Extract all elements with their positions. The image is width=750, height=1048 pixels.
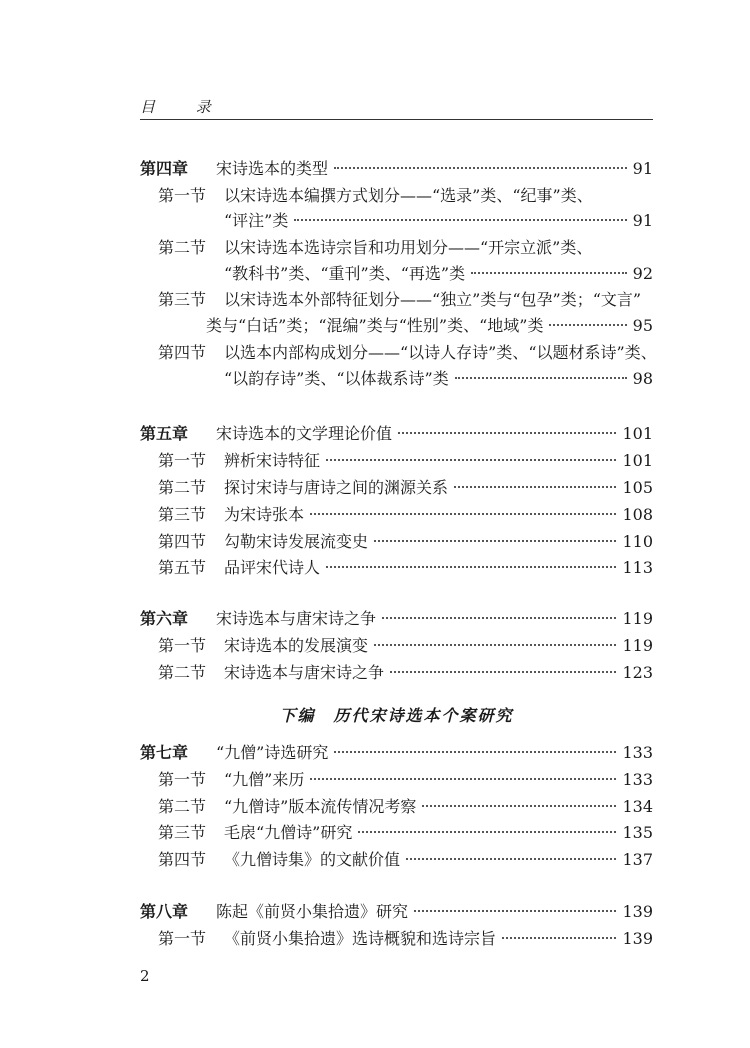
leader-dots (310, 777, 616, 780)
toc-chapter (140, 421, 653, 447)
section-label: 第五节 (158, 558, 207, 577)
page-ref: 98 (632, 369, 653, 388)
section-title: 品评宋代诗人 (224, 558, 321, 577)
page-number: 2 (140, 967, 150, 985)
leader-dots (294, 218, 626, 221)
leader-dots (502, 936, 616, 939)
toc-chapter (140, 156, 653, 182)
leader-dots (374, 539, 616, 542)
section-label: 第四节 (158, 850, 207, 869)
section-title: 勾勒宋诗发展流变史 (224, 532, 369, 551)
chapter-label: 第六章 (140, 609, 189, 628)
section-label: 第三节 (158, 290, 207, 309)
leader-dots (326, 458, 616, 461)
page-ref: 123 (622, 663, 653, 682)
section-label: 第一节 (158, 186, 207, 205)
leader-dots (358, 830, 616, 833)
leader-dots (334, 166, 627, 169)
section-title: 宋诗选本与唐宋诗之争 (224, 663, 385, 682)
leader-dots (326, 565, 616, 568)
section-title: 《九僧诗集》的文献价值 (224, 850, 401, 869)
toc-section-continued (140, 366, 653, 392)
page-ref: 139 (622, 902, 653, 921)
toc-section (140, 847, 653, 873)
leader-dots (422, 804, 616, 807)
chapter-title: 宋诗选本的文学理论价值 (216, 424, 393, 443)
chapter-label: 第七章 (140, 743, 189, 762)
leader-dots (455, 376, 627, 379)
section-label: 第二节 (158, 478, 207, 497)
leader-dots (406, 857, 616, 860)
page-ref: 91 (632, 159, 653, 178)
toc-section-continued (140, 313, 653, 339)
leader-dots (310, 512, 616, 515)
page-ref: 119 (622, 636, 653, 655)
toc-section (140, 183, 653, 209)
section-label: 第三节 (158, 823, 207, 842)
leader-dots (374, 643, 616, 646)
page-ref: 113 (622, 558, 653, 577)
page-ref: 95 (632, 316, 653, 335)
toc-section-continued (140, 261, 653, 287)
toc-chapter (140, 740, 653, 766)
toc-section (140, 529, 653, 555)
leader-dots (454, 485, 616, 488)
chapter-label: 第五章 (140, 424, 189, 443)
section-title: 以宋诗选本编撰方式划分——“选录”类、“纪事”类、 (224, 186, 593, 205)
page-ref: 139 (622, 929, 653, 948)
toc-section (140, 926, 653, 952)
page-ref: 92 (632, 264, 653, 283)
page-ref: 91 (632, 211, 653, 230)
section-title: 《前贤小集拾遗》选诗概貌和选诗宗旨 (224, 929, 497, 948)
section-title-cont: “评注”类 (224, 211, 289, 230)
chapter-title: 宋诗选本与唐宋诗之争 (216, 609, 377, 628)
leader-dots (390, 670, 616, 673)
header-rule (140, 119, 653, 120)
toc-section (140, 633, 653, 659)
leader-dots (334, 750, 616, 753)
section-title-cont: “以韵存诗”类、“以体裁系诗”类 (224, 369, 449, 388)
leader-dots (471, 271, 627, 274)
section-title-cont: “教科书”类、“重刊”类、“再选”类 (224, 264, 466, 283)
section-title: “九僧”来历 (224, 770, 305, 789)
toc-chapter (140, 899, 653, 925)
section-label: 第一节 (158, 929, 207, 948)
chapter-title: 陈起《前贤小集拾遗》研究 (216, 902, 409, 921)
section-label: 第一节 (158, 770, 207, 789)
section-label: 第二节 (158, 663, 207, 682)
page-ref: 119 (622, 609, 653, 628)
section-title-cont: 类与“白话”类；“混编”类与“性别”类、“地域”类 (206, 316, 544, 335)
section-label: 第四节 (158, 343, 207, 362)
section-label: 第二节 (158, 797, 207, 816)
chapter-title: “九僧”诗选研究 (216, 743, 329, 762)
toc-section (140, 555, 653, 581)
section-title: 以选本内部构成划分——“以诗人存诗”类、“以题材系诗”类、 (224, 343, 657, 362)
toc-section (140, 340, 657, 366)
section-title: 以宋诗选本选诗宗旨和功用划分——“开宗立派”类、 (224, 238, 593, 257)
section-title: 为宋诗张本 (224, 505, 305, 524)
toc-section (140, 820, 653, 846)
toc-chapter (140, 606, 653, 632)
section-title: 以宋诗选本外部特征划分——“独立”类与“包孕”类；“文言” (224, 290, 642, 309)
section-title: 宋诗选本的发展演变 (224, 636, 369, 655)
leader-dots (382, 616, 616, 619)
toc-section (140, 235, 653, 261)
page-ref: 135 (622, 823, 653, 842)
page-ref: 108 (622, 505, 653, 524)
section-title: 毛扆“九僧诗”研究 (224, 823, 353, 842)
page-ref: 101 (622, 451, 653, 470)
part-heading: 下编 历代宋诗选本个案研究 (279, 706, 514, 725)
page-ref: 101 (622, 424, 653, 443)
toc-section (140, 475, 653, 501)
page-ref: 110 (622, 532, 653, 551)
toc-section (140, 448, 653, 474)
leader-dots (398, 431, 616, 434)
section-label: 第二节 (158, 238, 207, 257)
toc-section (140, 767, 653, 793)
chapter-label: 第四章 (140, 159, 189, 178)
chapter-title: 宋诗选本的类型 (216, 159, 329, 178)
page-ref: 134 (622, 797, 653, 816)
page-ref: 133 (622, 743, 653, 762)
page-ref: 137 (622, 850, 653, 869)
leader-dots (549, 323, 626, 326)
running-head: 目 录 (140, 98, 229, 116)
toc-section (140, 287, 653, 313)
section-label: 第一节 (158, 636, 207, 655)
toc-section (140, 660, 653, 686)
section-title: “九僧诗”版本流传情况考察 (224, 797, 417, 816)
section-label: 第三节 (158, 505, 207, 524)
section-title: 探讨宋诗与唐诗之间的渊源关系 (224, 478, 449, 497)
section-title: 辨析宋诗特征 (224, 451, 321, 470)
page-ref: 105 (622, 478, 653, 497)
chapter-label: 第八章 (140, 902, 189, 921)
toc-section (140, 794, 653, 820)
section-label: 第一节 (158, 451, 207, 470)
toc-section (140, 502, 653, 528)
section-label: 第四节 (158, 532, 207, 551)
leader-dots (414, 909, 616, 912)
page-ref: 133 (622, 770, 653, 789)
toc-section-continued (140, 208, 653, 234)
